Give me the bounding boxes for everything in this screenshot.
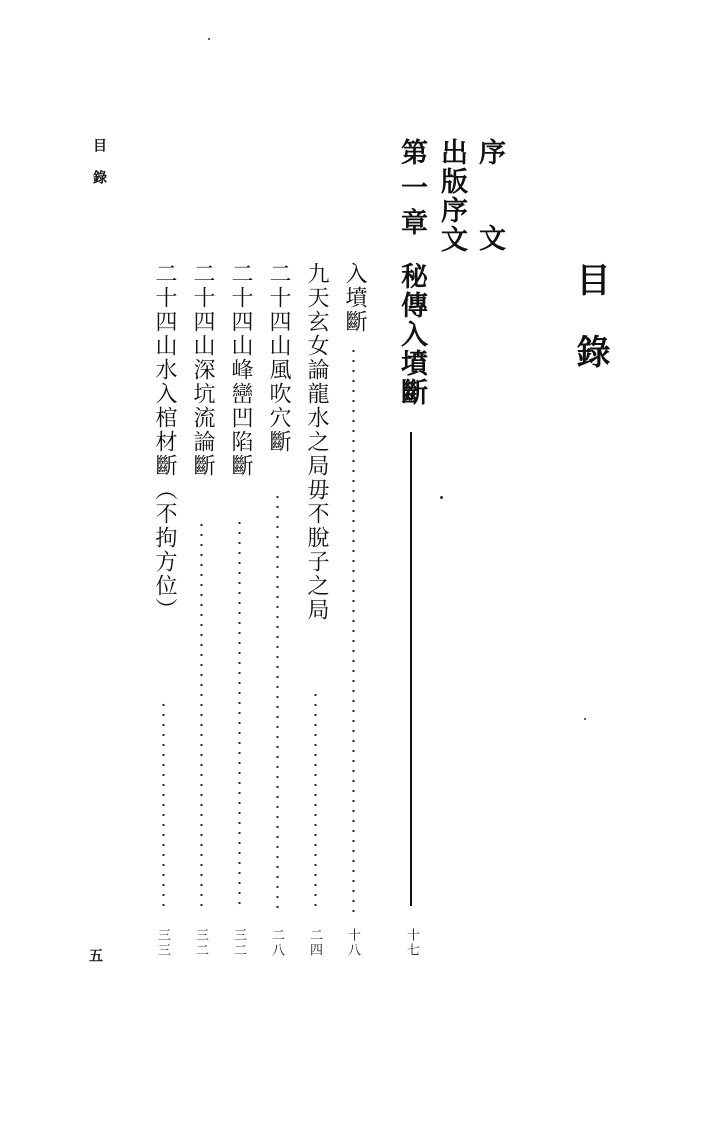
leader-dots-3 [276,492,279,912]
toc-page-5: 三二 [193,928,208,958]
toc-entry-1: 入墳斷 [342,262,367,334]
chapter-leader-line [410,432,412,906]
leader-dots-5 [200,520,203,912]
running-header: 目錄 [91,138,107,202]
chapter-label: 第一章 [396,138,427,243]
preface-heading: 序 文 [474,138,505,265]
leader-dots-2 [314,690,317,912]
toc-page-2: 二四 [307,928,322,958]
scan-speck [208,38,210,40]
scan-speck [584,718,586,720]
toc-entry-5: 二十四山深坑流論斷 [190,262,215,478]
leader-dots-1 [352,346,355,912]
toc-page-1: 十八 [345,928,360,958]
publication-preface-heading: 出版序文 [436,138,467,254]
leader-dots-4 [238,518,241,912]
toc-entry-4: 二十四山峰巒凹陷斷 [228,262,253,478]
folio-page-number: 五 [87,948,103,964]
toc-entry-3: 二十四山風吹穴斷 [266,262,291,454]
page-title: 目錄 [570,262,610,406]
scan-speck [440,496,443,499]
chapter-title: 秘傳入墳斷 [396,262,427,407]
toc-page-4: 三二 [231,928,246,958]
leader-dots-6 [162,700,165,912]
chapter-page-number: 十七 [404,928,419,958]
toc-entry-6: 二十四山水入棺材斷（不拘方位） [152,262,177,622]
toc-page-6: 三三 [155,928,170,958]
toc-page-3: 二八 [269,928,284,958]
toc-entry-2: 九天玄女論龍水之局毋不脫子之局 [304,262,329,622]
